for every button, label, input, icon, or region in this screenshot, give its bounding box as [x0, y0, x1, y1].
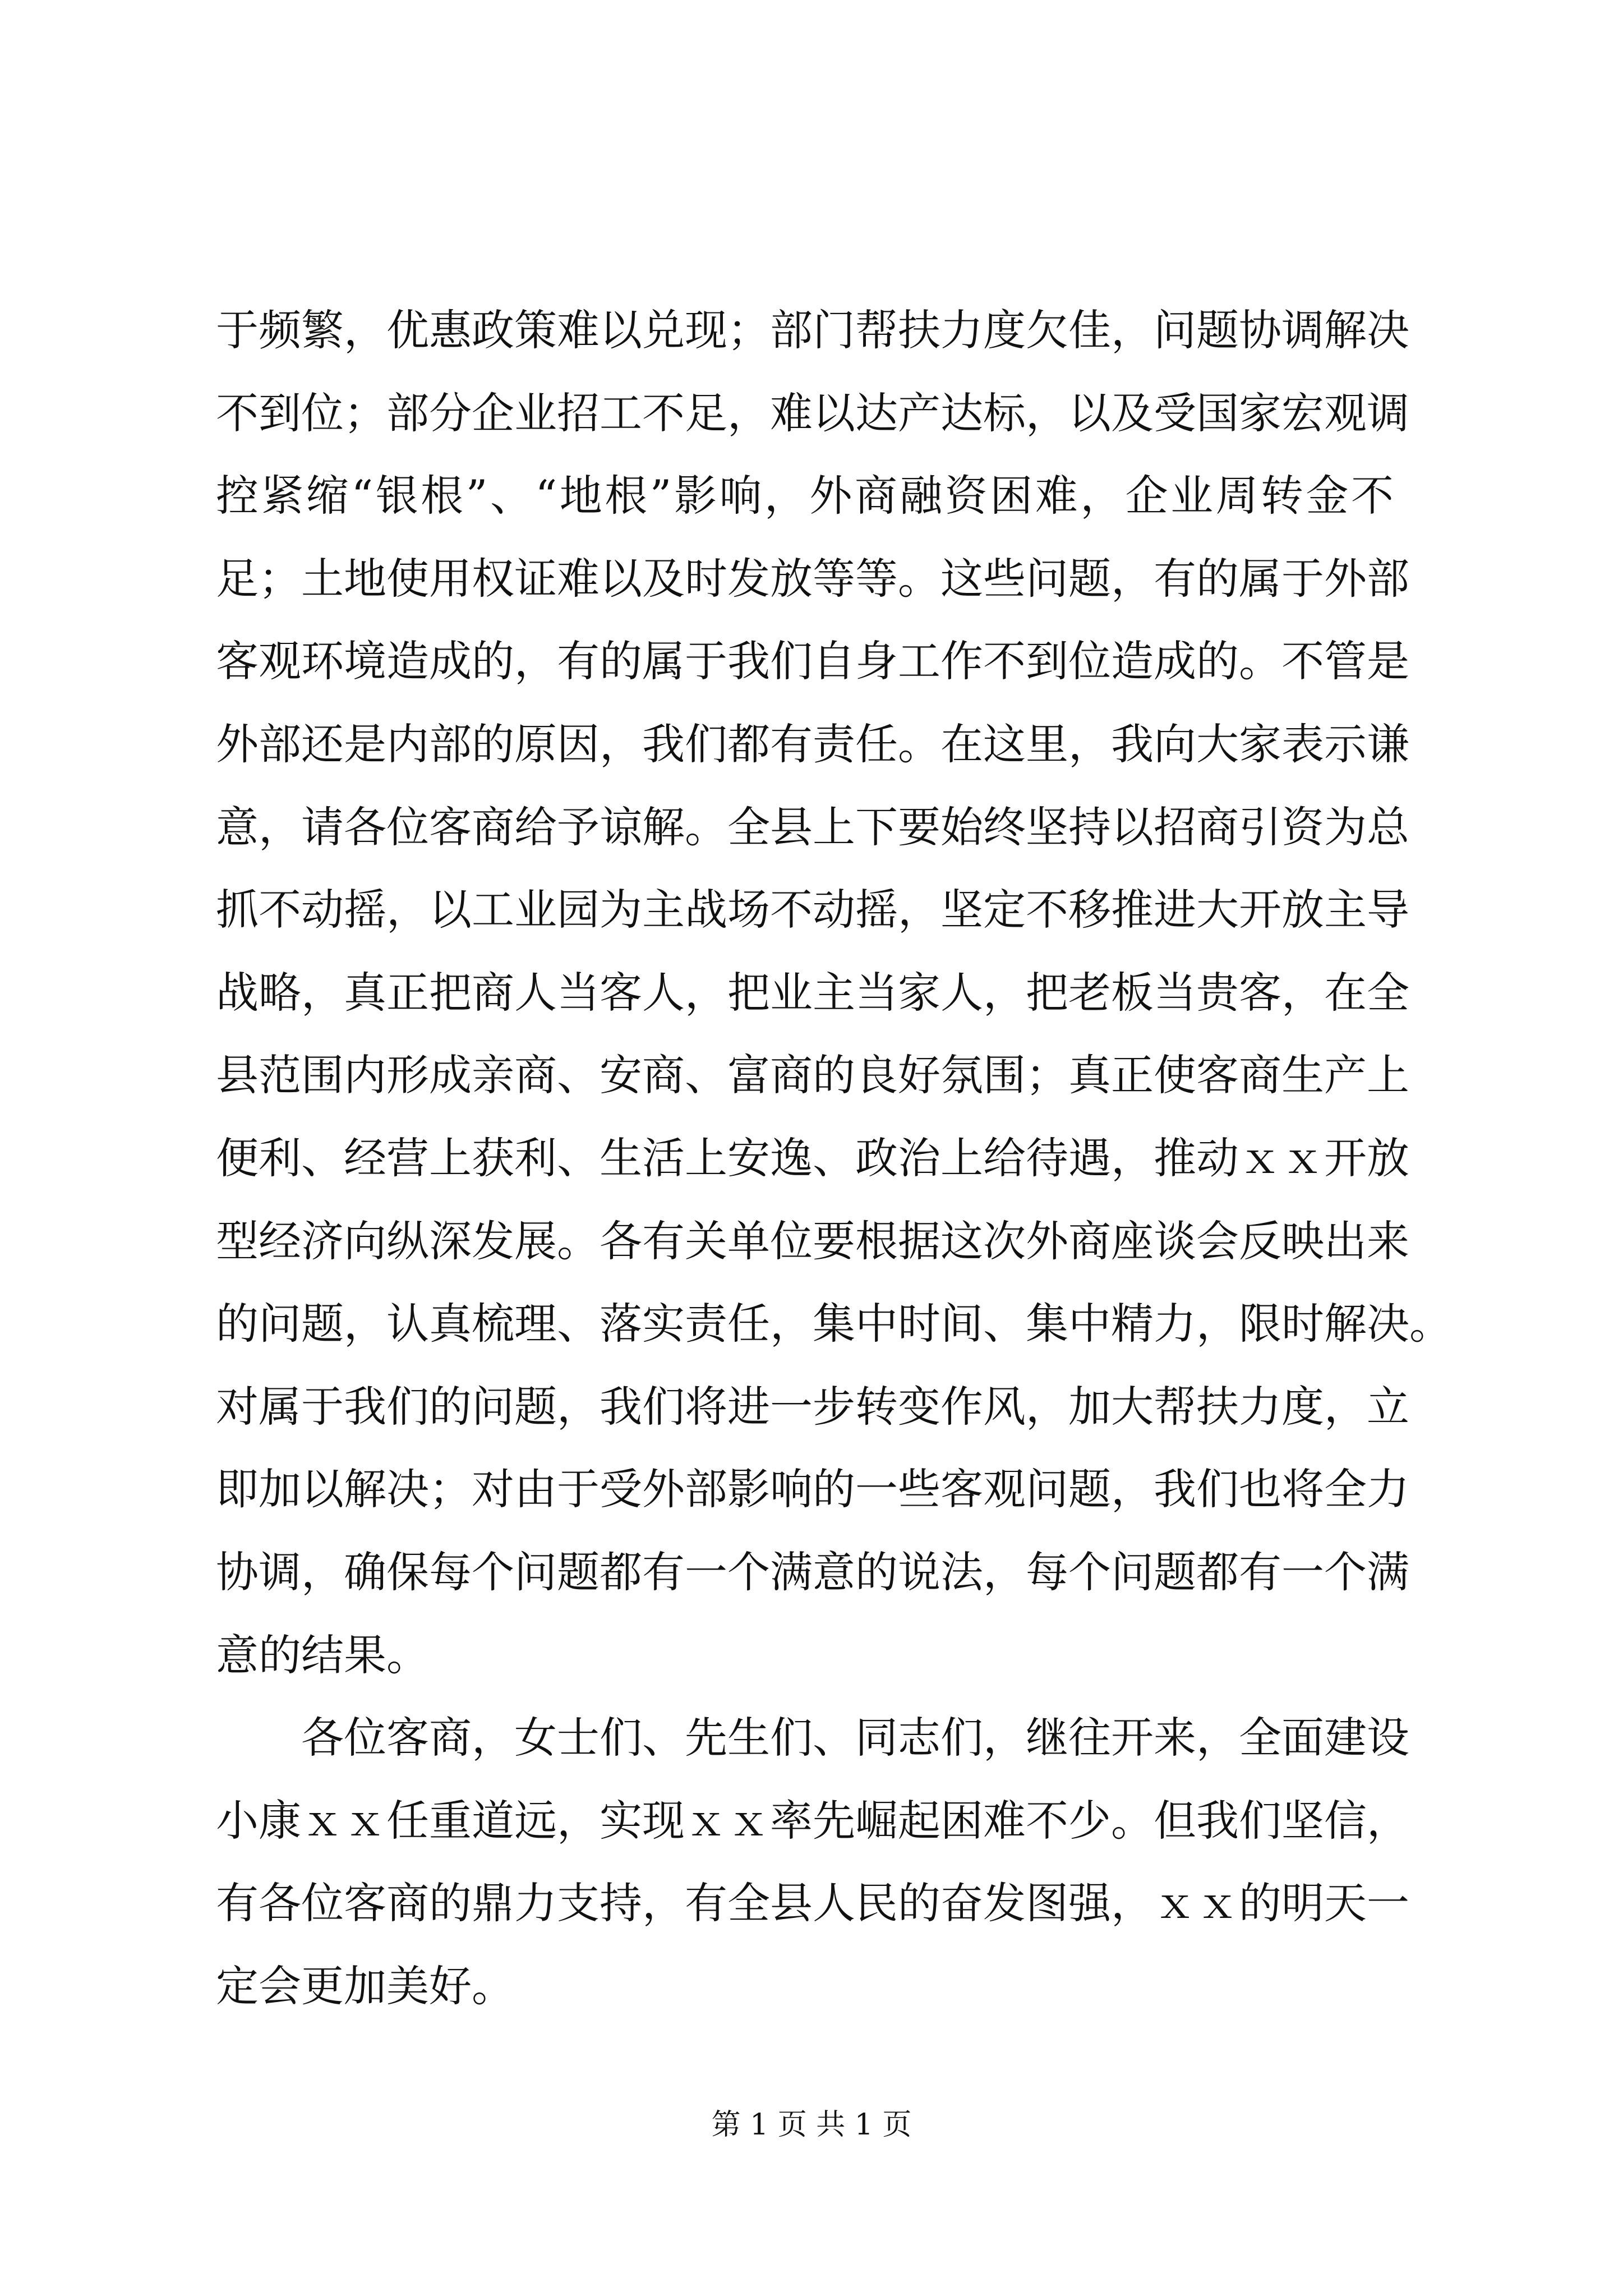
text-line: 战略，真正把商人当客人，把业主当家人，把老板当贵客，在全	[216, 967, 1409, 1018]
text-line: 有各位客商的鼎力支持，有全县人民的奋发图强，ｘｘ的明天一	[216, 1878, 1409, 1929]
page-footer: 第 1 页 共 1 页	[711, 2108, 912, 2142]
text-line: 足；土地使用权证难以及时发放等等。这些问题，有的属于外部	[216, 553, 1409, 604]
text-line: 的问题，认真梳理、落实责任，集中时间、集中精力，限时解决。	[216, 1299, 1452, 1349]
text-line: 外部还是内部的原因，我们都有责任。在这里，我向大家表示谦	[216, 719, 1409, 769]
text-line: 定会更加美好。	[216, 1961, 514, 2011]
text-line: 即加以解决；对由于受外部影响的一些客观问题，我们也将全力	[216, 1464, 1409, 1515]
text-line: 协调，确保每个问题都有一个满意的说法，每个问题都有一个满	[216, 1547, 1409, 1597]
text-line: 抓不动摇，以工业园为主战场不动摇，坚定不移推进大开放主导	[216, 885, 1409, 935]
text-line: 各位客商，女士们、先生们、同志们，继往开来，全面建设	[301, 1713, 1409, 1763]
text-line: 不到位；部分企业招工不足，难以达产达标，以及受国家宏观调	[216, 388, 1409, 438]
text-line: 控紧缩“银根”、“地根”影响，外商融资困难，企业周转金不	[216, 471, 1394, 521]
text-line: 便利、经营上获利、生活上安逸、政治上给待遇，推动ｘｘ开放	[216, 1133, 1409, 1183]
text-line: 意，请各位客商给予谅解。全县上下要始终坚持以招商引资为总	[216, 802, 1409, 852]
text-line: 意的结果。	[216, 1630, 429, 1680]
text-line: 县范围内形成亲商、安商、富商的良好氛围；真正使客商生产上	[216, 1050, 1409, 1101]
text-line: 型经济向纵深发展。各有关单位要根据这次外商座谈会反映出来	[216, 1216, 1409, 1266]
text-line: 客观环境造成的，有的属于我们自身工作不到位造成的。不管是	[216, 636, 1409, 687]
text-line: 于频繁，优惠政策难以兑现；部门帮扶力度欠佳，问题协调解决	[216, 305, 1409, 355]
text-line: 对属于我们的问题，我们将进一步转变作风，加大帮扶力度，立	[216, 1381, 1409, 1432]
text-line: 小康ｘｘ任重道远，实现ｘｘ率先崛起困难不少。但我们坚信，	[216, 1795, 1409, 1846]
document-body	[216, 289, 1452, 2027]
